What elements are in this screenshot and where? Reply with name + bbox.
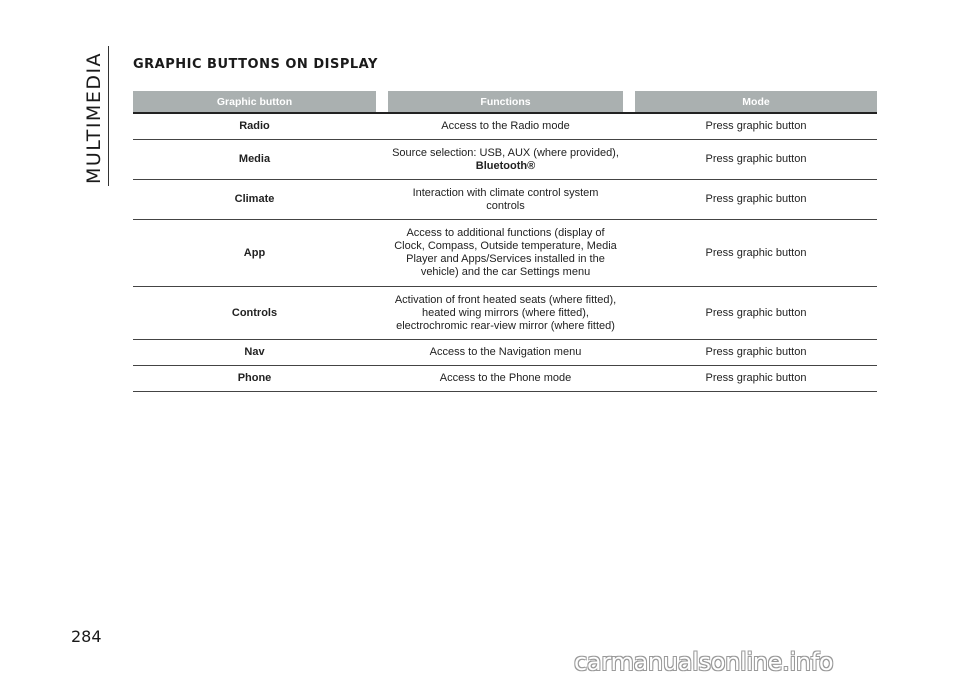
table-header-row [133, 91, 877, 114]
header-graphic-button: Graphic button [133, 91, 376, 114]
table-row [133, 340, 877, 366]
cell-graphic-button: App [133, 220, 376, 287]
cell-function [388, 366, 623, 392]
cell-mode: Press graphic button [635, 114, 877, 140]
function-text: Access to the Phone mode [439, 372, 572, 384]
function-bold-text: Bluetooth® [475, 159, 536, 172]
cell-graphic-button: Controls [133, 287, 376, 340]
table-row [133, 366, 877, 392]
cell-mode: Press graphic button [635, 140, 877, 180]
cell-mode: Press graphic button [635, 220, 877, 287]
graphic-buttons-table [133, 91, 877, 392]
table-row [133, 140, 877, 180]
table-row [133, 114, 877, 140]
header-mode: Mode [635, 91, 877, 114]
function-text: Source selection: USB, AUX (where provided), [392, 146, 619, 159]
watermark: carmanualsonline.info [574, 648, 834, 676]
function-text: Interaction with climate control system controls [412, 186, 599, 212]
cell-mode: Press graphic button [635, 366, 877, 392]
cell-graphic-button: Nav [133, 340, 376, 366]
table-body [133, 114, 877, 392]
table-row [133, 180, 877, 220]
page-number: 284 [71, 627, 102, 646]
cell-function [388, 287, 623, 340]
cell-mode: Press graphic button [635, 287, 877, 340]
cell-function [388, 220, 623, 287]
cell-graphic-button: Climate [133, 180, 376, 220]
table-row [133, 220, 877, 287]
function-text: Activation of front heated seats (where fitted), heated wing mirrors (where fitted), electrochromic rear-view mirror (where fitted) [394, 293, 617, 332]
cell-mode: Press graphic button [635, 180, 877, 220]
page-title: GRAPHIC BUTTONS ON DISPLAY [133, 57, 378, 72]
function-text: Access to the Radio mode [441, 120, 570, 132]
cell-function [388, 114, 623, 140]
table-row [133, 287, 877, 340]
cell-graphic-button: Radio [133, 114, 376, 140]
function-text: Access to the Navigation menu [429, 346, 582, 358]
function-text: Access to additional functions (display of Clock, Compass, Outside temperature, Media Player and Apps/Services installed in the vehicle) and the car Settings menu [394, 227, 617, 278]
header-functions: Functions [388, 91, 623, 114]
cell-function [388, 140, 623, 180]
cell-function [388, 340, 623, 366]
cell-graphic-button: Media [133, 140, 376, 180]
section-divider [108, 46, 109, 186]
section-label: MULTIMEDIA [83, 51, 105, 185]
cell-function [388, 180, 623, 220]
cell-mode: Press graphic button [635, 340, 877, 366]
cell-graphic-button: Phone [133, 366, 376, 392]
